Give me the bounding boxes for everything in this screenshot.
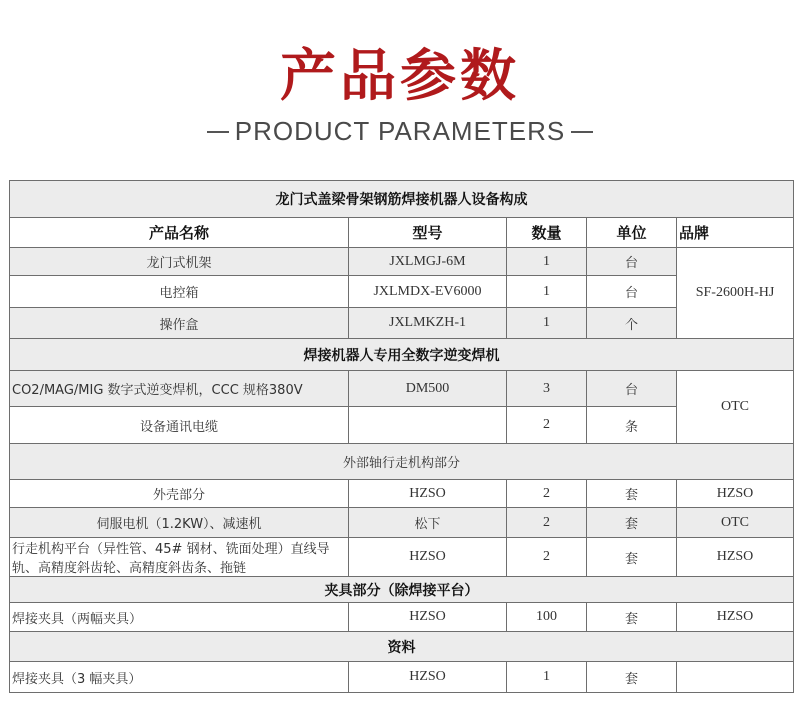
cell-model: HZSO — [349, 480, 507, 508]
page-subtitle — [0, 116, 800, 147]
cell-model: HZSO — [349, 538, 507, 577]
table-row — [10, 407, 794, 444]
cell-qty: 1 — [507, 662, 587, 693]
cell-qty: 2 — [507, 407, 587, 444]
cell-qty: 2 — [507, 538, 587, 577]
right-dash-decoration — [571, 131, 593, 133]
table-row — [10, 508, 794, 538]
column-header-qty: 数量 — [507, 218, 587, 248]
cell-model: HZSO — [349, 662, 507, 693]
table-row — [10, 276, 794, 308]
cell-brand: SF-2600H-HJ — [677, 248, 794, 339]
section-title-welder: 焊接机器人专用全数字逆变焊机 — [10, 339, 794, 371]
left-dash-decoration — [207, 131, 229, 133]
column-header-unit: 单位 — [587, 218, 677, 248]
column-header-model: 型号 — [349, 218, 507, 248]
table-row — [10, 248, 794, 276]
cell-unit: 台 — [587, 371, 677, 407]
cell-model: JXLMGJ-6M — [349, 248, 507, 276]
cell-unit: 台 — [587, 276, 677, 308]
cell-unit: 套 — [587, 508, 677, 538]
cell-qty: 2 — [507, 480, 587, 508]
cell-brand: HZSO — [677, 480, 794, 508]
cell-unit: 套 — [587, 480, 677, 508]
parameters-table — [9, 180, 794, 693]
cell-qty: 100 — [507, 603, 587, 632]
cell-unit: 条 — [587, 407, 677, 444]
column-header-brand: 品牌 — [677, 218, 794, 248]
cell-model: HZSO — [349, 603, 507, 632]
cell-name: 焊接夹具（3 幅夹具） — [10, 662, 349, 693]
cell-model: 松下 — [349, 508, 507, 538]
cell-name: 操作盒 — [10, 308, 349, 339]
section-title-materials: 资料 — [10, 632, 794, 662]
cell-name: 龙门式机架 — [10, 248, 349, 276]
table-row — [10, 603, 794, 632]
cell-model: JXLMDX-EV6000 — [349, 276, 507, 308]
column-header-name: 产品名称 — [10, 218, 349, 248]
cell-unit: 套 — [587, 662, 677, 693]
section-title-fixture: 夹具部分（除焊接平台） — [10, 577, 794, 603]
subtitle-text: PRODUCT PARAMETERS — [234, 116, 566, 146]
cell-unit: 个 — [587, 308, 677, 339]
table-main-title: 龙门式盖梁骨架钢筋焊接机器人设备构成 — [10, 181, 794, 218]
cell-name: 伺服电机（1.2KW）、减速机 — [10, 508, 349, 538]
cell-name: 电控箱 — [10, 276, 349, 308]
cell-unit: 套 — [587, 603, 677, 632]
cell-model — [349, 407, 507, 444]
cell-unit: 套 — [587, 538, 677, 577]
cell-brand: HZSO — [677, 538, 794, 577]
page-title: 产品参数 — [280, 44, 520, 109]
cell-model: DM500 — [349, 371, 507, 407]
cell-brand — [677, 662, 794, 693]
cell-name: 外壳部分 — [10, 480, 349, 508]
cell-name: 设备通讯电缆 — [10, 407, 349, 444]
cell-qty: 3 — [507, 371, 587, 407]
cell-brand: OTC — [677, 508, 794, 538]
table-row — [10, 538, 794, 577]
cell-brand: HZSO — [677, 603, 794, 632]
table-row — [10, 480, 794, 508]
table-row — [10, 371, 794, 407]
cell-model: JXLMKZH-1 — [349, 308, 507, 339]
cell-qty: 2 — [507, 508, 587, 538]
cell-qty: 1 — [507, 308, 587, 339]
table-row — [10, 662, 794, 693]
cell-name: 焊接夹具（两幅夹具） — [10, 603, 349, 632]
cell-unit: 台 — [587, 248, 677, 276]
cell-name: 行走机构平台（异性管、45# 钢材、铣面处理）直线导轨、高精度斜齿轮、高精度斜齿条、拖链 — [10, 538, 349, 577]
section-title-walking: 外部轴行走机构部分 — [10, 444, 794, 480]
table-row — [10, 308, 794, 339]
cell-qty: 1 — [507, 276, 587, 308]
cell-qty: 1 — [507, 248, 587, 276]
cell-brand: OTC — [677, 371, 794, 444]
cell-name: CO2/MAG/MIG 数字式逆变焊机，CCC 规格380V — [10, 371, 349, 407]
